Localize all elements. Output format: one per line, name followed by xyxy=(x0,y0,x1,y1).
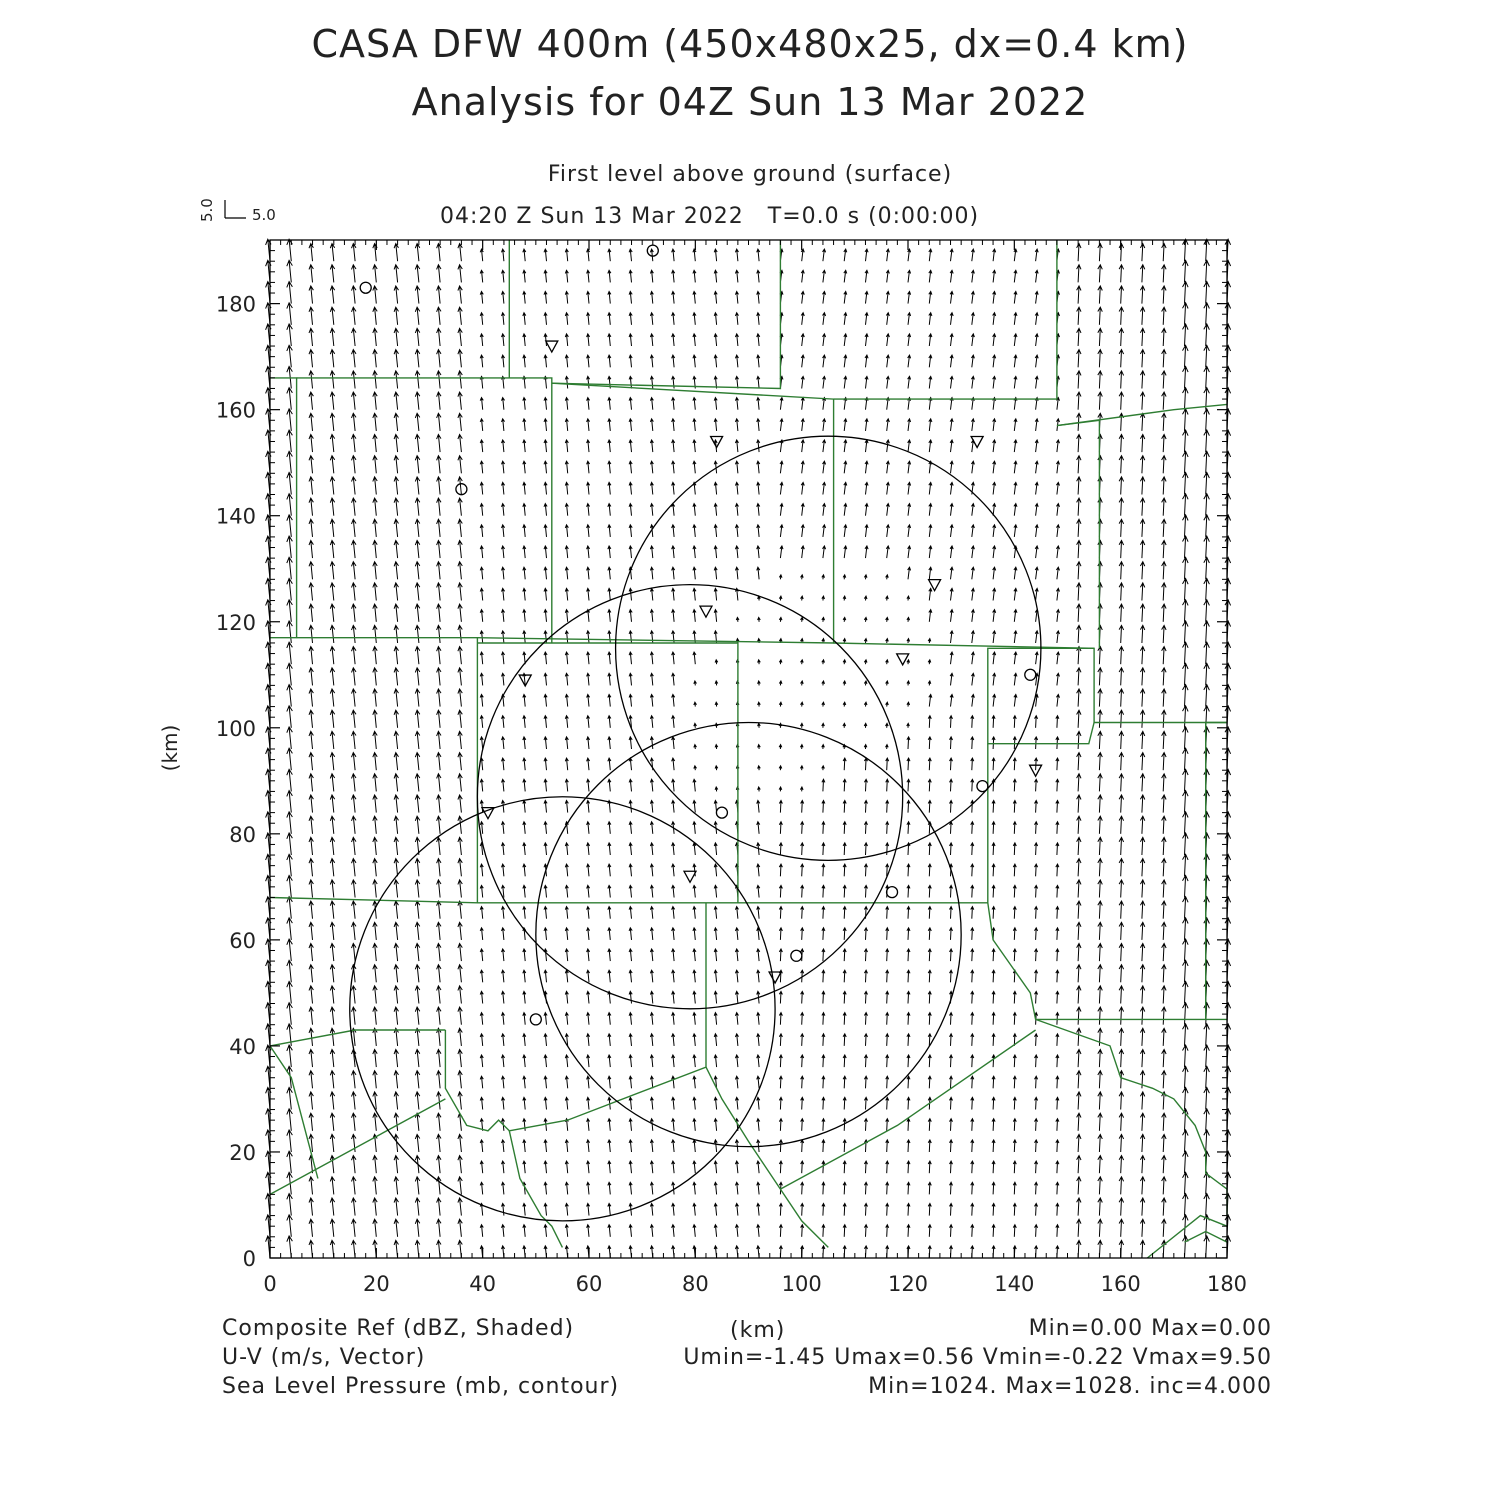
wind-vectors xyxy=(266,239,1231,1258)
range-ring xyxy=(477,585,902,1009)
station-triangle-marker xyxy=(684,871,696,882)
station-triangle-marker xyxy=(546,341,558,352)
station-circle-marker xyxy=(1025,669,1036,680)
x-tick-label: 100 xyxy=(781,1272,822,1296)
county-boundary-line xyxy=(1206,723,1227,1020)
station-circle-marker xyxy=(887,887,898,898)
x-tick-label: 20 xyxy=(362,1272,390,1296)
y-tick-label: 20 xyxy=(229,1140,256,1165)
station-circle-marker xyxy=(716,807,727,818)
vector-key-horizontal-label: 5.0 xyxy=(252,206,276,224)
county-boundary-line xyxy=(477,643,738,903)
station-circle-marker xyxy=(360,282,371,293)
county-boundary-line xyxy=(509,1131,562,1248)
station-triangle-marker xyxy=(897,654,909,665)
station-circle-marker xyxy=(977,781,988,792)
y-tick-label: 40 xyxy=(229,1034,256,1059)
vector-key-vertical-label: 5.0 xyxy=(198,198,216,222)
wind-vector-field xyxy=(266,239,1231,1258)
legend-ref-stats: Min=0.00 Max=0.00 xyxy=(1028,1316,1272,1341)
x-tick-label: 160 xyxy=(1100,1272,1141,1296)
county-boundary-line xyxy=(297,378,552,643)
y-tick-label: 180 xyxy=(215,292,256,317)
plot-frame xyxy=(270,240,1227,1258)
y-axis-label: (km) xyxy=(158,724,182,772)
x-tick-label: 0 xyxy=(263,1272,277,1296)
station-markers xyxy=(360,245,1041,1025)
county-boundary-line xyxy=(706,1067,828,1247)
county-boundary-line xyxy=(445,1030,509,1131)
county-boundary-line xyxy=(270,378,297,638)
legend-vector-name: U-V (m/s, Vector) xyxy=(222,1345,426,1370)
y-axis-ticks xyxy=(216,251,1227,1271)
station-circle-marker xyxy=(530,1014,541,1025)
station-triangle-marker xyxy=(700,606,712,617)
county-boundaries xyxy=(270,240,1227,1258)
x-tick-label: 180 xyxy=(1206,1272,1248,1296)
legend-vector-stats: Umin=-1.45 Umax=0.56 Vmin=-0.22 Vmax=9.50 xyxy=(683,1345,1272,1370)
station-circle-marker xyxy=(791,950,802,961)
y-tick-label: 0 xyxy=(242,1247,256,1271)
y-tick-label: 60 xyxy=(229,928,256,953)
y-tick-label: 160 xyxy=(215,398,256,423)
valid-time-subtitle: 04:20 Z Sun 13 Mar 2022 T=0.0 s (0:00:00) xyxy=(440,204,980,229)
x-tick-label: 140 xyxy=(994,1272,1035,1296)
county-boundary-line xyxy=(1036,1019,1227,1215)
county-boundary-line xyxy=(552,240,781,389)
county-boundary-line xyxy=(834,240,1057,399)
legend-pressure-name: Sea Level Pressure (mb, contour) xyxy=(222,1374,620,1399)
county-boundary-line xyxy=(988,903,1227,1020)
range-ring xyxy=(536,722,961,1146)
chart-title-line1: CASA DFW 400m (450x480x25, dx=0.4 km) xyxy=(311,22,1189,66)
y-tick-label: 120 xyxy=(215,610,256,635)
vector-scale-key xyxy=(198,198,276,224)
legend-ref-name: Composite Ref (dBZ, Shaded) xyxy=(222,1316,575,1341)
county-boundary-line xyxy=(297,638,478,903)
county-boundary-line xyxy=(834,643,1227,723)
y-tick-label: 100 xyxy=(215,716,256,741)
station-triangle-marker xyxy=(769,972,781,983)
x-tick-label: 60 xyxy=(575,1272,603,1296)
legend-pressure-stats: Min=1024. Max=1028. inc=4.000 xyxy=(868,1374,1272,1399)
range-ring xyxy=(616,436,1041,860)
chart-title-line2: Analysis for 04Z Sun 13 Mar 2022 xyxy=(411,80,1089,124)
county-boundary-line xyxy=(509,903,706,1131)
y-tick-label: 140 xyxy=(215,504,256,529)
y-tick-label: 80 xyxy=(229,822,256,847)
plot-border xyxy=(270,240,1227,1258)
range-ring xyxy=(350,797,775,1221)
x-tick-label: 120 xyxy=(887,1272,929,1296)
x-tick-label: 40 xyxy=(469,1272,497,1296)
x-tick-label: 80 xyxy=(681,1272,709,1296)
level-subtitle: First level above ground (surface) xyxy=(547,162,953,187)
x-axis-label: (km) xyxy=(730,1318,786,1343)
